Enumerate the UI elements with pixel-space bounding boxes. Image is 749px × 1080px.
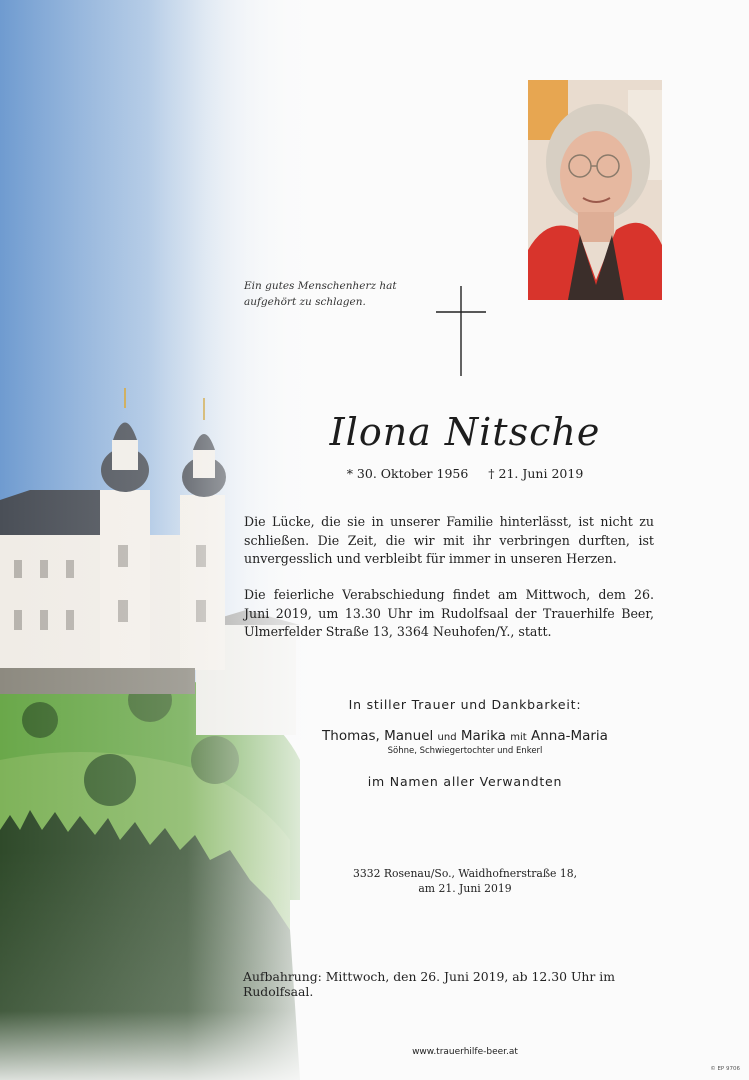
family-name-3: Anna-Maria — [530, 728, 608, 744]
family-relation: Söhne, Schwiegertochter und Enkerl — [387, 746, 543, 756]
cross-icon — [436, 286, 486, 376]
family-conjunction-1: und — [437, 732, 457, 743]
life-dates — [250, 466, 680, 481]
address-block — [310, 866, 620, 896]
motto-text — [244, 278, 444, 310]
motto-line-2: aufgehört zu schlagen. — [244, 296, 366, 308]
viewing-info: Aufbahrung: Mittwoch, den 26. Juni 2019, ab 12.30 Uhr im Rudolfsaal. — [243, 969, 615, 999]
family-name-2: Marika — [460, 728, 506, 744]
deceased-name: Ilona Nitsche — [329, 410, 601, 454]
address-line-2: am 21. Juni 2019 — [418, 882, 512, 895]
family-conjunction-2: mit — [510, 732, 527, 743]
relatives-line: im Namen aller Verwandten — [367, 774, 563, 789]
address-line-1: 3332 Rosenau/So., Waidhofnerstraße 18, — [352, 867, 578, 880]
family-names — [250, 728, 680, 744]
condolence-paragraph: Die Lücke, die sie in unserer Familie hinterlässt, ist nicht zu schließen. Die Zeit, die wir mit ihr verbringen durften, ist unvergesslich und verbleibt für immer in unseren Herzen. — [244, 514, 654, 566]
website-link[interactable]: www.trauerhilfe-beer.at — [412, 1047, 518, 1057]
print-code: © EP 9706 — [710, 1066, 740, 1072]
portrait-photo — [528, 80, 662, 300]
family-name-1: Thomas, Manuel — [322, 728, 434, 744]
death-date: † 21. Juni 2019 — [488, 466, 584, 481]
farewell-announcement: Die feierliche Verabschiedung findet am Mittwoch, dem 26. Juni 2019, um 13.30 Uhr im Rudolfsaal der Trauerhilfe Beer, Ulmerfelder Straße 13, 3364 Neuhofen/Y., statt. — [244, 587, 654, 639]
birth-date: * 30. Oktober 1956 — [346, 466, 469, 481]
motto-line-1: Ein gutes Menschenherz hat — [244, 280, 397, 292]
mourning-heading: In stiller Trauer und Dankbarkeit: — [348, 697, 582, 712]
